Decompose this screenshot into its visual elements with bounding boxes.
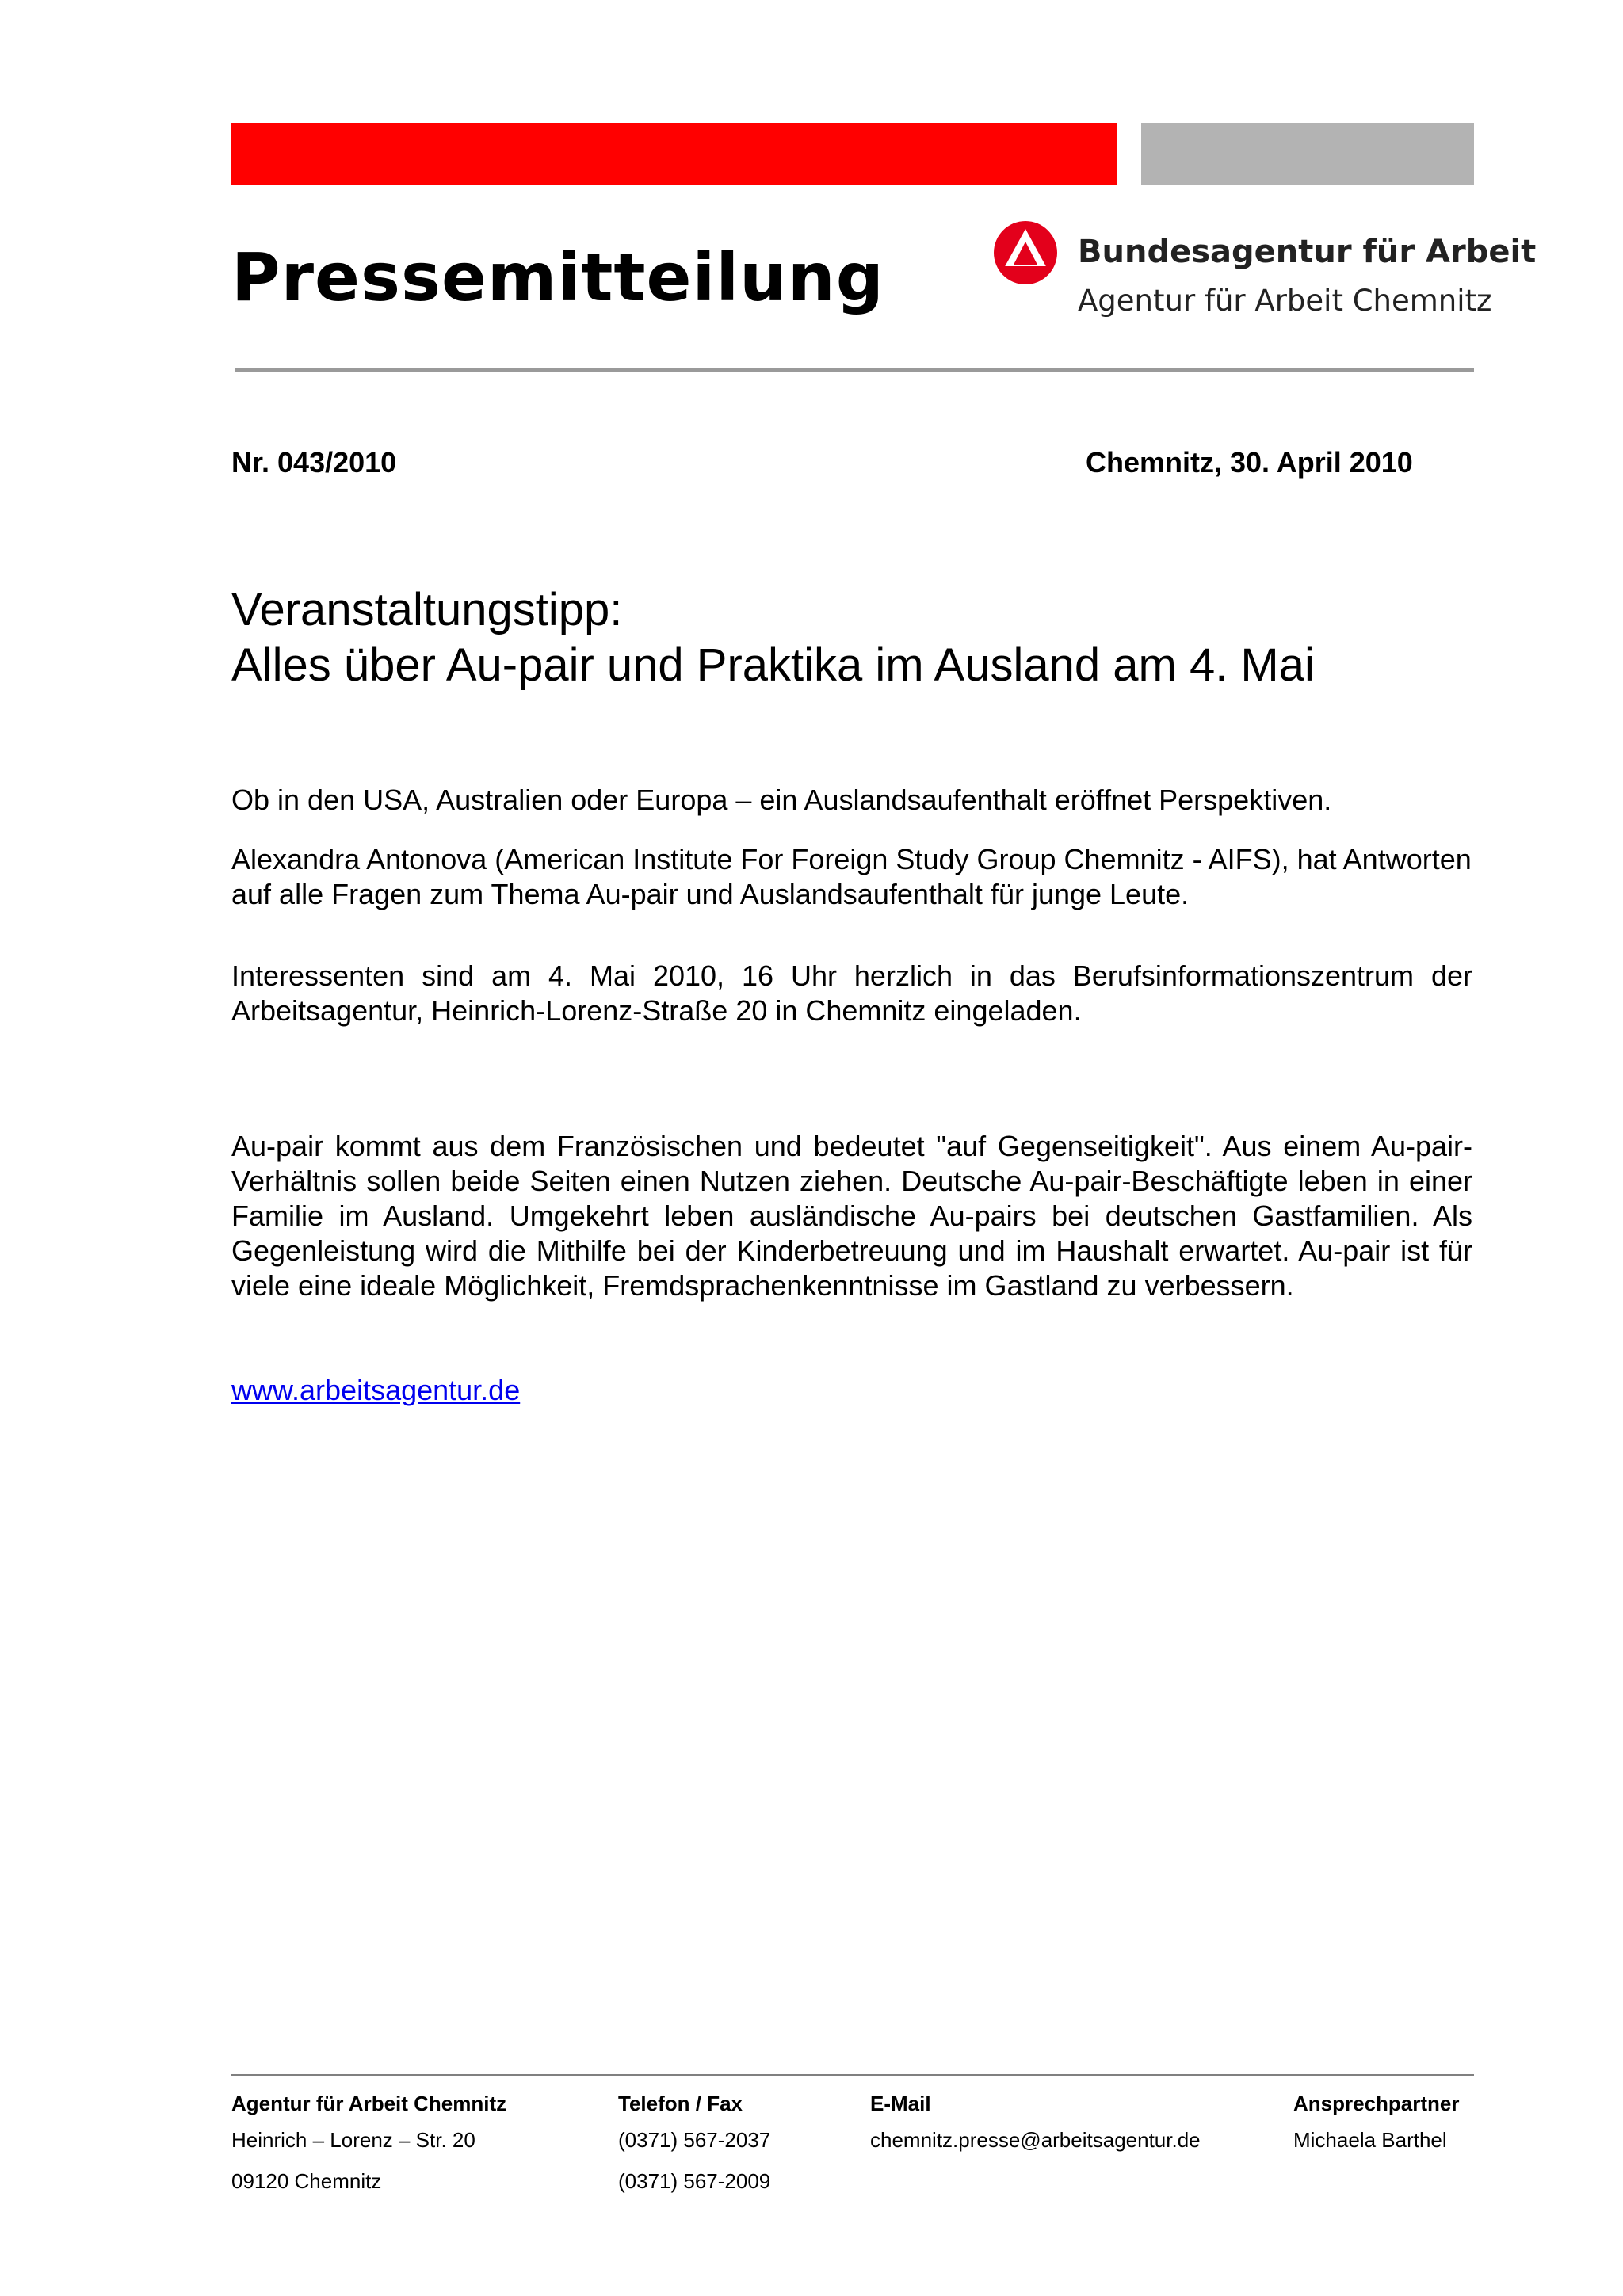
agency-name: Bundesagentur für Arbeit: [1078, 234, 1537, 270]
footer-street: Heinrich – Lorenz – Str. 20: [231, 2128, 475, 2152]
header-grey-bar: [1141, 123, 1474, 185]
document-title: Pressemitteilung: [231, 238, 884, 316]
footer-divider: [231, 2074, 1474, 2076]
place-date: Chemnitz, 30. April 2010: [1086, 446, 1413, 479]
press-release-number: Nr. 043/2010: [231, 446, 397, 479]
footer-contact-name: Michaela Barthel: [1293, 2128, 1447, 2152]
paragraph-intro: Ob in den USA, Australien oder Europa – ein Auslandsaufenthalt eröffnet Perspektiven.: [231, 784, 1332, 816]
agency-office: Agentur für Arbeit Chemnitz: [1078, 284, 1492, 318]
footer-office-heading: Agentur für Arbeit Chemnitz: [231, 2092, 507, 2115]
header-divider: [235, 368, 1474, 372]
ba-logo-icon: [993, 220, 1058, 285]
headline-line-1: Veranstaltungstipp:: [231, 584, 623, 635]
footer-contact-heading: Ansprechpartner: [1293, 2092, 1460, 2115]
footer-email-heading: E-Mail: [870, 2092, 931, 2115]
paragraph-speaker: Alexandra Antonova (American Institute For Foreign Study Group Chemnitz - AIFS), hat Antworten auf alle Fragen zum Thema Au-pair und Auslandsaufenthalt für junge Leute.: [231, 843, 1472, 910]
footer-phone-heading: Telefon / Fax: [618, 2092, 743, 2115]
headline-line-2: Alles über Au-pair und Praktika im Ausland am 4. Mai: [231, 639, 1315, 691]
footer-city: 09120 Chemnitz: [231, 2169, 382, 2193]
paragraph-au-pair-info: Au-pair kommt aus dem Französischen und bedeutet "auf Gegenseitigkeit". Aus einem Au-pair-Verhältnis sollen beide Seiten einen Nutzen ziehen. Deutsche Au-pair-Beschäftigte leben in einer Familie im Ausland. Umgekehrt leben ausländische Au-pairs bei deutschen Gastfamilien. Als Gegenleistung wird die Mithilfe bei der Kinderbetreuung und im Haushalt erwartet. Au-pair ist für viele eine ideale Möglichkeit, Fremdsprachenkenntnisse im Gastland zu verbessern.: [231, 1130, 1472, 1302]
headline: [231, 582, 1315, 693]
footer-email[interactable]: chemnitz.presse@arbeitsagentur.de: [870, 2128, 1201, 2152]
header-red-bar: [231, 123, 1117, 185]
footer-phone: (0371) 567-2037: [618, 2128, 771, 2152]
paragraph-invitation: Interessenten sind am 4. Mai 2010, 16 Uhr herzlich in das Berufsinformationszentrum der Arbeitsagentur, Heinrich-Lorenz-Straße 20 in Chemnitz eingeladen.: [231, 959, 1472, 1027]
website-link[interactable]: www.arbeitsagentur.de: [231, 1374, 521, 1406]
footer-fax: (0371) 567-2009: [618, 2169, 771, 2193]
